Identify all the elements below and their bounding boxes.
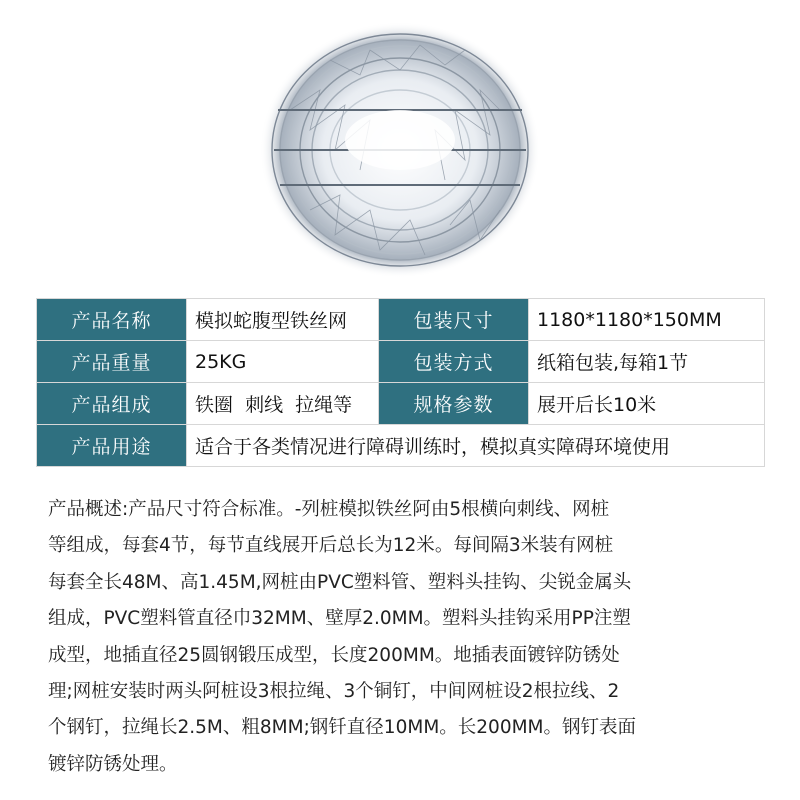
description-line: 理;网桩安装时两头阿桩设3根拉绳、3个铜钉，中间网桩设2根拉线、2 xyxy=(48,681,620,703)
table-row xyxy=(37,299,765,341)
razor-wire-coil-icon xyxy=(250,10,550,290)
product-name-label: 产品名称 xyxy=(37,299,187,341)
package-size-value: 1180*1180*150MM xyxy=(529,299,765,341)
spec-params-label: 规格参数 xyxy=(379,383,529,425)
spec-table xyxy=(36,298,765,467)
description-line: 个钢钉，拉绳长2.5M、粗8MM;钢钎直径10MM。长200MM。钢钉表面 xyxy=(48,717,637,739)
table-row xyxy=(37,425,765,467)
description-line: 组成，PVC塑料管直径巾32MM、壁厚2.0MM。塑料头挂钩采用PP注塑 xyxy=(48,608,631,630)
packing-method-value: 纸箱包装,每箱1节 xyxy=(529,341,765,383)
package-size-label: 包装尺寸 xyxy=(379,299,529,341)
product-composition-label: 产品组成 xyxy=(37,383,187,425)
product-usage-value: 适合于各类情况进行障碍训练时，模拟真实障碍环境使用 xyxy=(187,425,765,467)
product-description xyxy=(48,492,762,783)
product-composition-value: 铁圈 刺线 拉绳等 xyxy=(187,383,379,425)
product-name-value: 模拟蛇腹型铁丝网 xyxy=(187,299,379,341)
product-weight-value: 25KG xyxy=(187,341,379,383)
description-line: 等组成，每套4节，每节直线展开后总长为12米。每间隔3米装有网桩 xyxy=(48,535,614,557)
table-row xyxy=(37,383,765,425)
description-line: 每套全长48M、高1.45M,网桩由PVC塑料管、塑料头挂钩、尖锐金属头 xyxy=(48,571,632,593)
product-usage-label: 产品用途 xyxy=(37,425,187,467)
table-row xyxy=(37,341,765,383)
description-line: 成型，地插直径25圆钢锻压成型，长度200MM。地插表面镀锌防锈处 xyxy=(48,644,620,666)
product-weight-label: 产品重量 xyxy=(37,341,187,383)
spec-params-value: 展开后长10米 xyxy=(529,383,765,425)
description-line: 产品概述:产品尺寸符合标准。-列桩模拟铁丝阿由5根横向刺线、网桩 xyxy=(48,499,610,520)
product-photo xyxy=(250,10,550,290)
packing-method-label: 包装方式 xyxy=(379,341,529,383)
description-line: 镀锌防锈处理。 xyxy=(48,753,178,775)
